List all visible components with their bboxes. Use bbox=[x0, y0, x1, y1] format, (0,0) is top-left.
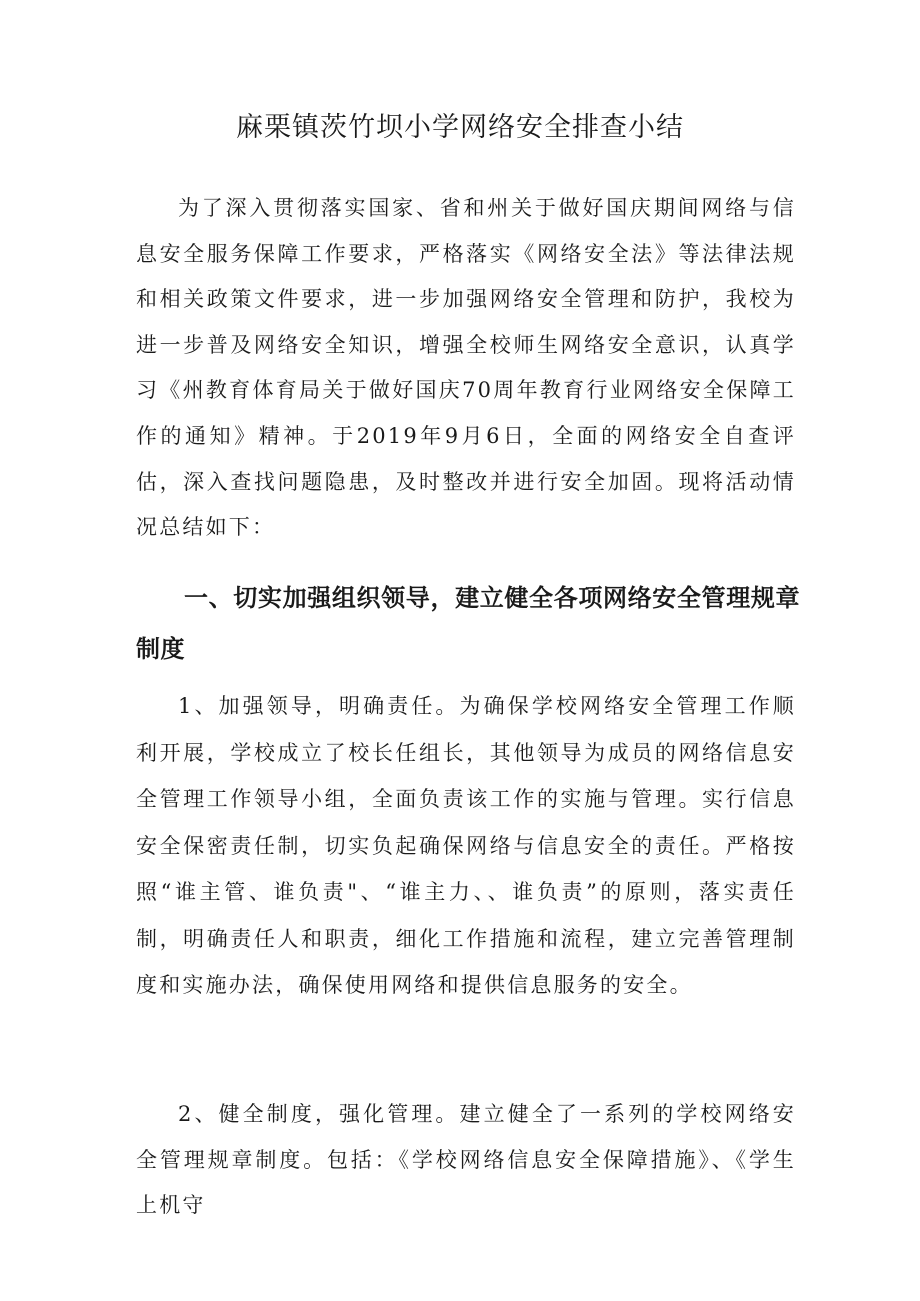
item-1-paragraph: 1、加强领导，明确责任。为确保学校网络安全管理工作顺利开展，学校成立了校长任组长，其他领导为成员的网络信息安全管理工作领导小组，全面负责该工作的实施与管理。实行信息安全保密责任制，切实负起确保网络与信息安全的责任。严格按照“谁主管、谁负责"、“谁主力、、谁负责”的原则，落实责任制，明确责任人和职责，细化工作措施和流程，建立完善管理制度和实施办法，确保使用网络和提供信息服务的安全。 bbox=[136, 694, 796, 997]
document-title: 麻栗镇茨竹坝小学网络安全排查小结 bbox=[236, 112, 684, 143]
item-2-paragraph: 2、健全制度，强化管理。建立健全了一系列的学校网络安全管理规章制度。包括：《学校网络信息安全保障措施》、《学生上机守 bbox=[136, 1102, 796, 1218]
intro-paragraph: 为了深入贯彻落实国家、省和州关于做好国庆期间网络与信息安全服务保障工作要求，严格落实《网络安全法》等法律法规和相关政策文件要求，进一步加强网络安全管理和防护，我校为进一步普及网络安全知识，增强全校师生网络安全意识，认真学习《州教育体育局关于做好国庆70周年教育行业网络安全保障工作的通知》精神。于2019年9月6日，全面的网络安全自查评估，深入查找问题隐患，及时整改并进行安全加固。现将活动情况总结如下： bbox=[136, 196, 796, 540]
section-heading: 一、切实加强组织领导，建立健全各项网络安全管理规章制度 bbox=[136, 584, 800, 663]
